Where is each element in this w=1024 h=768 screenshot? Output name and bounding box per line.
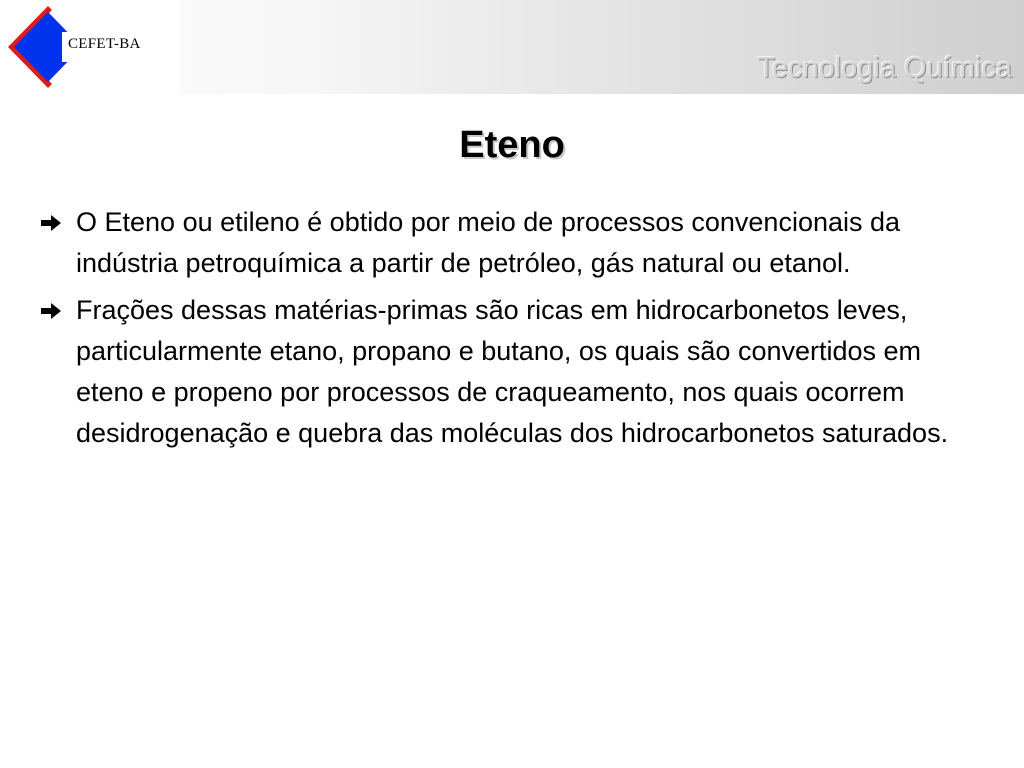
right-arrow-icon xyxy=(40,214,62,232)
logo-text: CEFET-BA xyxy=(68,36,141,52)
slide-title: Eteno xyxy=(459,124,565,166)
bullet-text: O Eteno ou etileno é obtido por meio de processos convencionais da indústria petroquímica a partir de petróleo, gás natural ou etanol. xyxy=(76,207,901,278)
logo xyxy=(0,0,180,94)
bullet-item xyxy=(40,290,970,454)
course-title: Tecnologia Química xyxy=(757,52,1012,84)
bullet-text: Frações dessas matérias-primas são ricas em hidrocarbonetos leves, particularmente etano, propano e butano, os quais são convertidos em eteno e propeno por processos de craqueamento, nos quais ocorrem desidrogenação e quebra das moléculas dos hidrocarbonetos saturados. xyxy=(76,295,949,448)
right-arrow-icon xyxy=(40,302,62,320)
bullet-item xyxy=(40,202,970,284)
bullet-list xyxy=(40,202,970,460)
